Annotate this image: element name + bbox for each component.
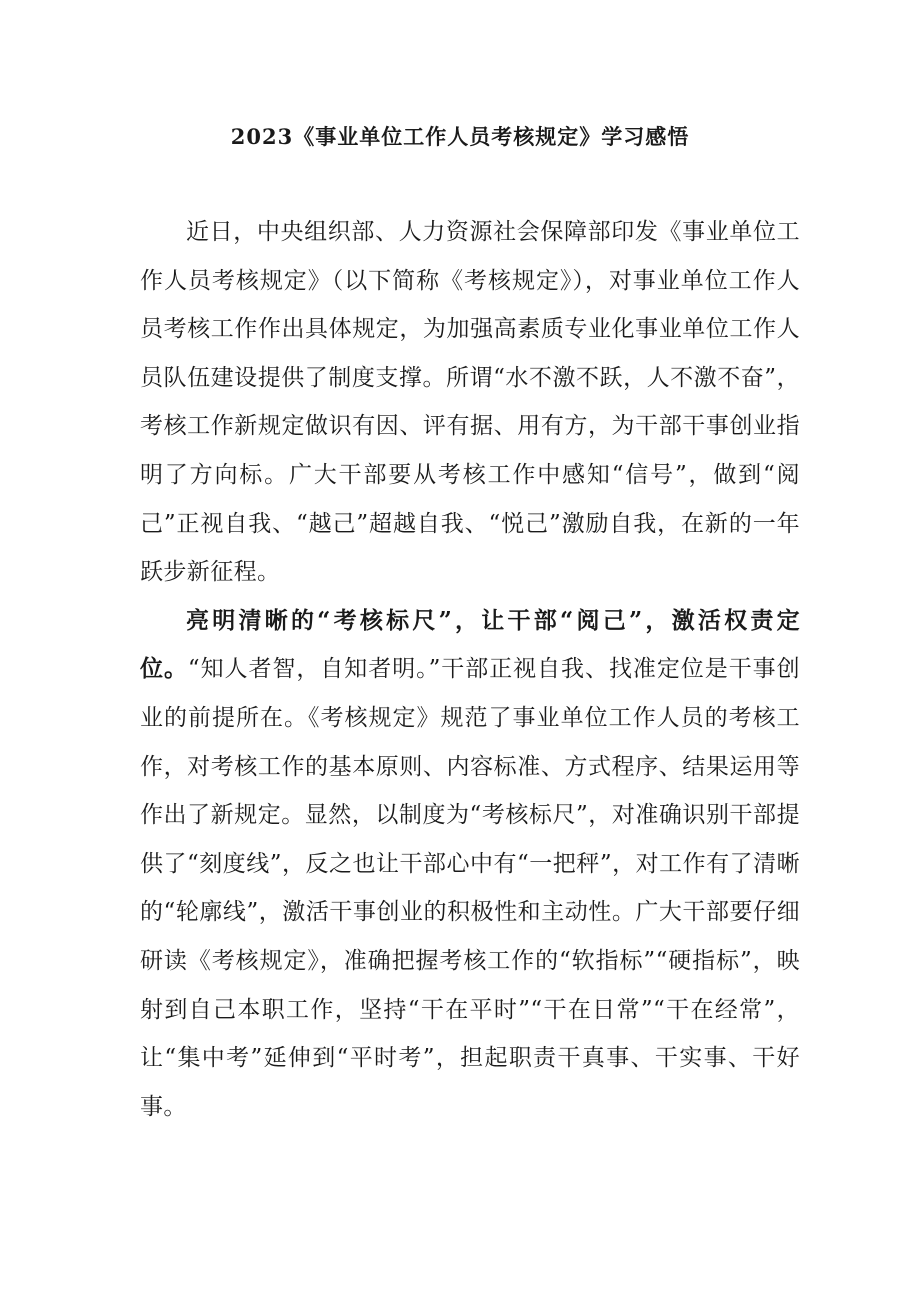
paragraph-intro (140, 208, 800, 597)
paragraph-text: 近日，中央组织部、人力资源社会保障部印发《事业单位工作人员考核规定》（以下简称《考核规定》），对事业单位工作人员考核工作作出具体规定，为加强高素质专业化事业单位工作人员队伍建设提供了制度支撑。所谓“水不激不跃，人不激不奋”，考核工作新规定做识有因、评有据、用有方，为干部干事创业指明了方向标。广大干部要从考核工作中感知“信号”，做到“阅己”正视自我、“越己”超越自我、“悦己”激励自我，在新的一年跃步新征程。 (140, 219, 800, 586)
document-title: 2023《事业单位工作人员考核规定》学习感悟 (230, 124, 690, 149)
paragraph-lead: 亮明清晰的“考核标尺”，让干部“阅己”，激活权责定位。 (140, 606, 800, 683)
document-body (140, 208, 800, 1131)
paragraph-section-1 (140, 597, 800, 1132)
paragraph-text: “知人者智，自知者明。”干部正视自我、找准定位是干事创业的前提所在。《考核规定》规范了事业单位工作人员的考核工作，对考核工作的基本原则、内容标准、方式程序、结果运用等作出了新规定。显然，以制度为“考核标尺”，对准确识别干部提供了“刻度线”，反之也让干部心中有“一把秤”，对工作有了清晰的“轮廓线”，激活干事创业的积极性和主动性。广大干部要仔细研读《考核规定》，准确把握考核工作的“软指标”“硬指标”，映射到自己本职工作，坚持“干在平时”“干在日常”“干在经常”，让“集中考”延伸到“平时考”，担起职责干真事、干实事、干好事。 (140, 656, 800, 1120)
